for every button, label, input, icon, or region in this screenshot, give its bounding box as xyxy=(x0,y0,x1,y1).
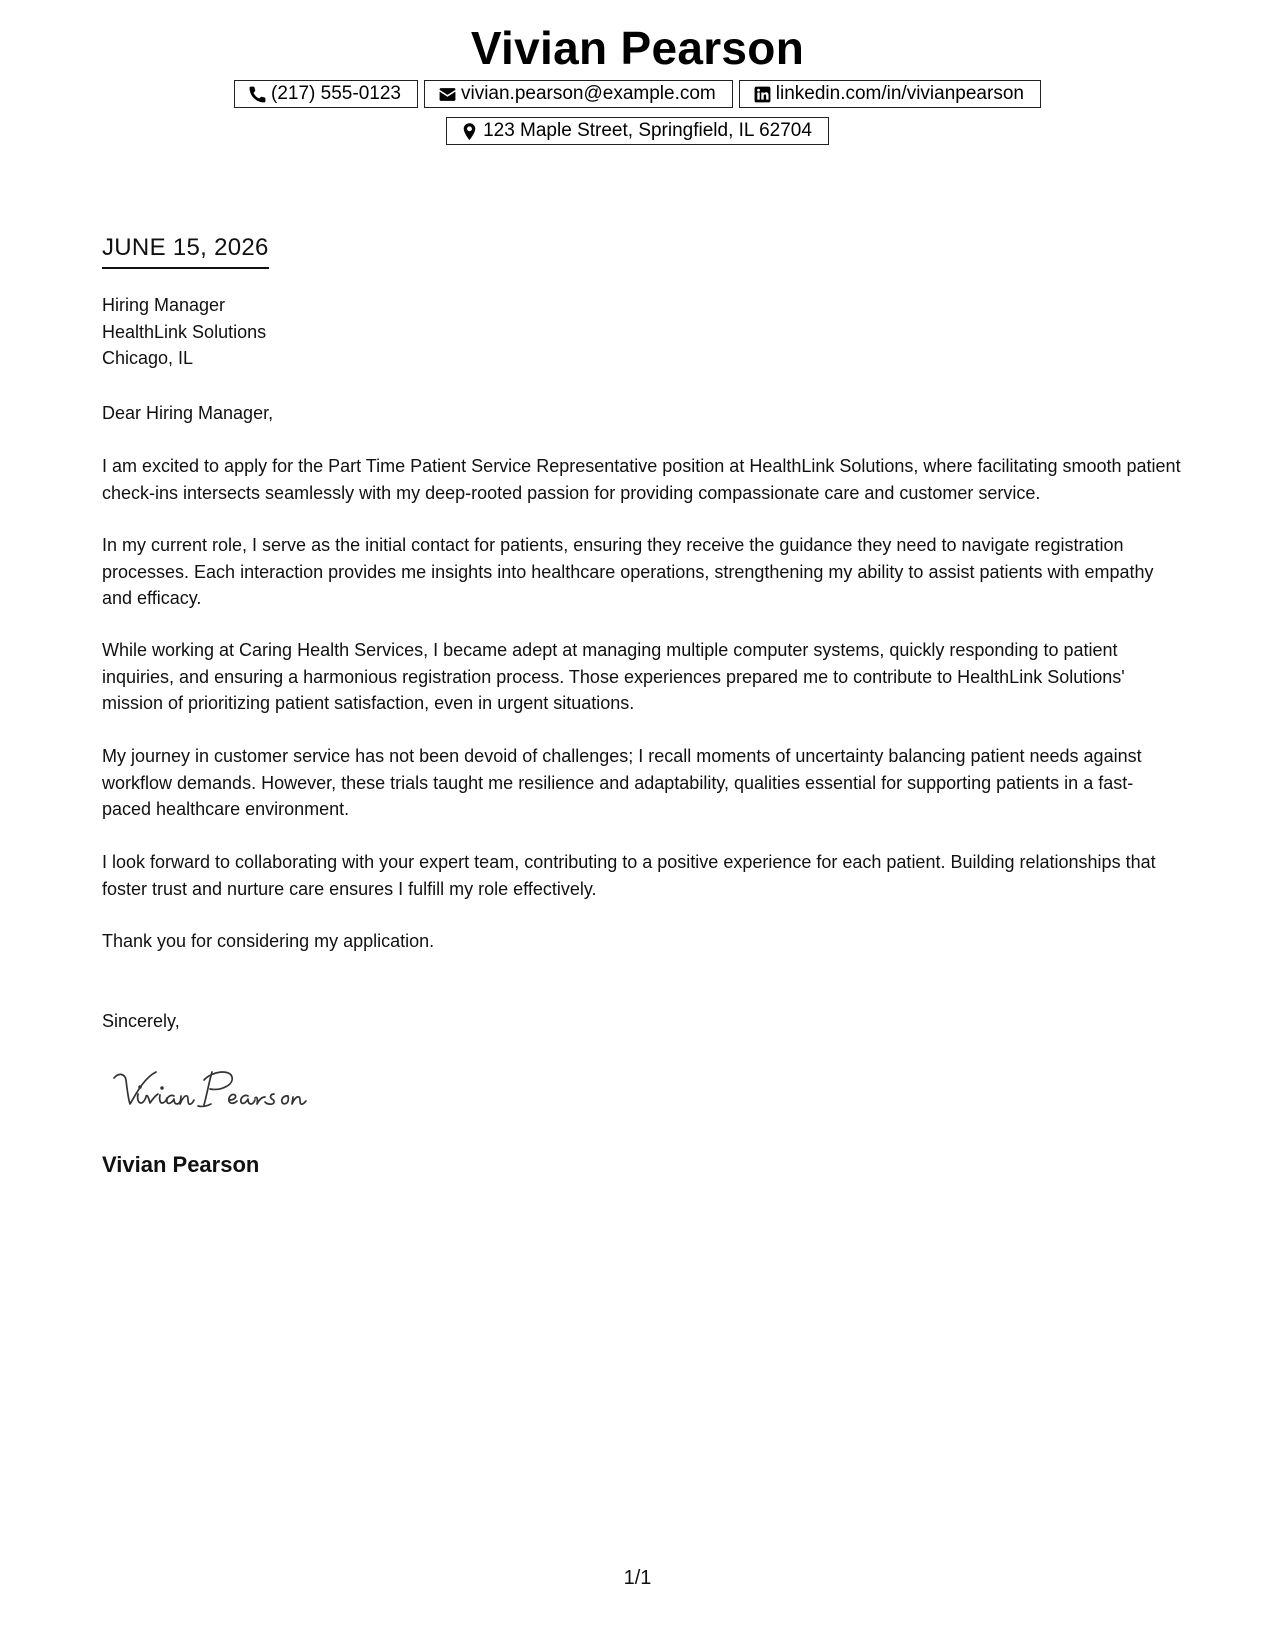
recipient-title: Hiring Manager xyxy=(102,295,226,315)
body-paragraph: I am excited to apply for the Part Time Patient Service Representative position at HealthLink Solutions, where facilitating smooth patient check-ins intersects seamlessly with my deep-rooted passion for providing compassionate care and customer service. xyxy=(102,456,1181,503)
street-address: 123 Maple Street, Springfield, IL 62704 xyxy=(483,120,812,141)
email-contact xyxy=(424,80,733,108)
phone-contact xyxy=(234,80,418,108)
envelope-icon xyxy=(438,85,457,104)
phone-number: (217) 555-0123 xyxy=(271,83,401,104)
recipient-company: HealthLink Solutions xyxy=(102,321,267,342)
address-contact xyxy=(446,117,829,145)
applicant-name: Vivian Pearson xyxy=(470,22,805,74)
email-address: vivian.pearson@example.com xyxy=(460,83,716,104)
body-paragraph: While working at Caring Health Services, I became adept at managing multiple computer systems, quickly responding to patient inquiries, and ensuring a harmonious registration process. Those experiences prepared me to contribute to HealthLink Solutions' mission of prioritizing patient satisfaction, even in urgent situations. xyxy=(102,640,1125,713)
letter-date: JUNE 15, 2026 xyxy=(102,233,269,269)
body-paragraph: My journey in customer service has not been devoid of challenges; I recall moments of uncertainty balancing patient needs against workflow demands. However, these trials taught me resilience and adaptability, qualities essential for supporting patients in a fast-paced healthcare environment. xyxy=(102,746,1142,819)
salutation: Dear Hiring Manager, xyxy=(102,403,274,423)
signer-name: Vivian Pearson xyxy=(102,1152,260,1177)
contact-row-primary xyxy=(0,80,1275,108)
recipient-block xyxy=(102,292,266,372)
linkedin-icon xyxy=(753,85,772,104)
handwritten-signature xyxy=(108,1060,368,1120)
body-paragraph: I look forward to collaborating with your expert team, contributing to a positive experience for each patient. Building relationships that foster trust and nurture care ensures I fulfill my role effectively. xyxy=(102,852,1156,899)
recipient-location: Chicago, IL xyxy=(102,348,194,368)
page-number: 1/1 xyxy=(623,1567,652,1589)
contact-row-secondary xyxy=(0,117,1275,145)
linkedin-url: linkedin.com/in/vivianpearson xyxy=(775,83,1024,104)
map-pin-icon xyxy=(460,122,479,141)
linkedin-contact xyxy=(739,80,1041,108)
closing-thanks: Thank you for considering my application. xyxy=(102,931,435,951)
phone-icon xyxy=(248,85,267,104)
closing-salutation: Sincerely, xyxy=(102,1011,180,1031)
body-paragraph: In my current role, I serve as the initial contact for patients, ensuring they receive the guidance they need to navigate registration processes. Each interaction provides me insights into healthcare operations, strengthening my ability to assist patients with empathy and efficacy. xyxy=(102,535,1154,608)
